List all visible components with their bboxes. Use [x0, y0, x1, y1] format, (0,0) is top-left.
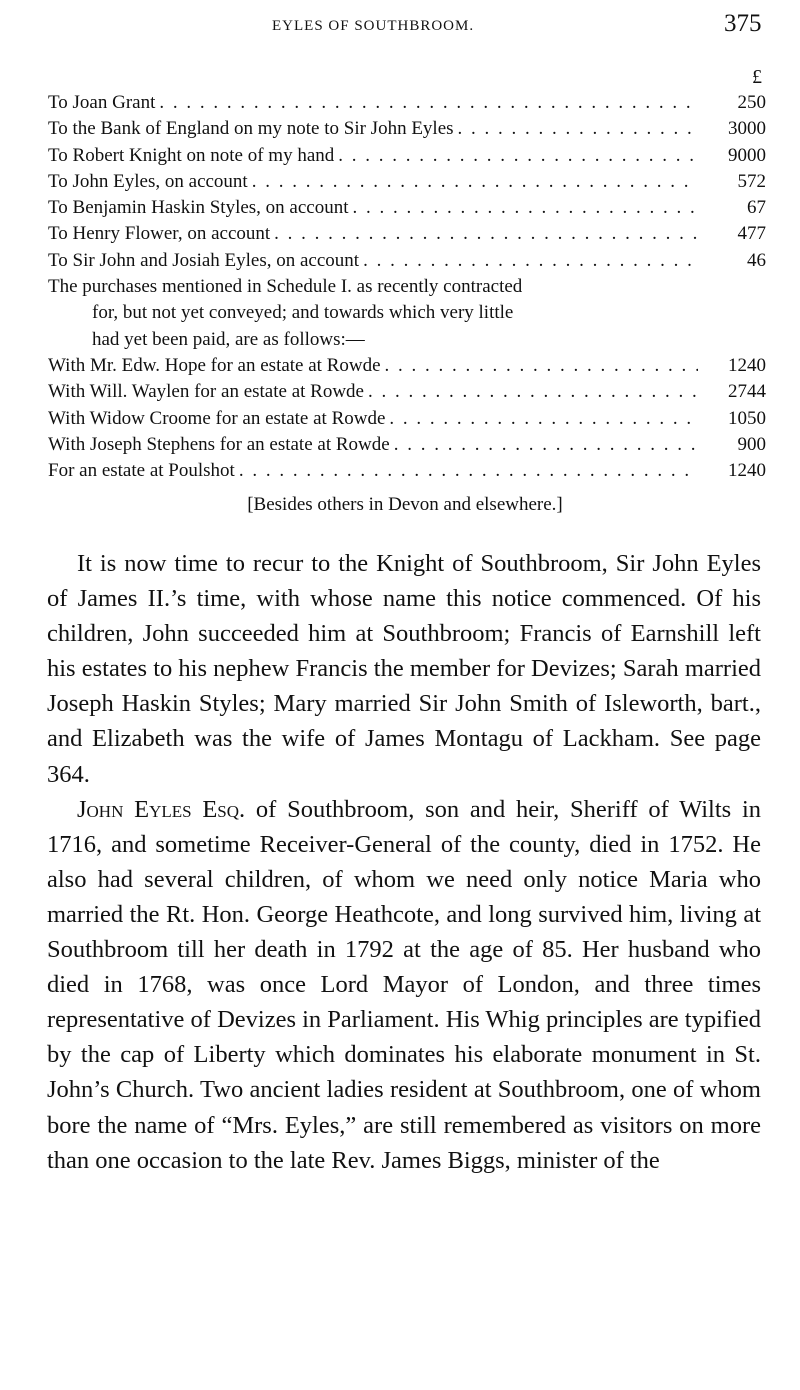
- purchases-intro-line: for, but not yet conveyed; and towards which very little: [92, 302, 514, 324]
- dot-leader: [239, 458, 698, 484]
- ledger-row: [48, 432, 766, 458]
- dot-leader: [338, 143, 698, 169]
- ledger-row-amount: 900: [737, 433, 766, 455]
- ledger-row-amount: 572: [737, 170, 766, 192]
- dot-leader: [394, 432, 698, 458]
- ledger-row-amount: 2744: [728, 381, 766, 403]
- ledger-row-description: To Benjamin Haskin Styles, on account: [48, 197, 349, 219]
- paragraph-text: of Southbroom, son and heir, Sheriff of Wilts in 1716, and sometime Receiver-General of the county, died in 1752. He also had several children, of whom we need only notice Maria who married the Rt. Hon. George Heathcote, and long survived him, living at Southbroom till her death in 1792 at the age of 85. Her husband who died in 1768, was once Lord Mayor of London, and three times representative of Devizes in Parliament. His Whig principles are typified by the cap of Liberty which dominates his elaborate monument in St. John’s Church. Two ancient ladies resident at Southbroom, one of whom bore the name of “Mrs. Eyles,” are still remembered as visitors on more than one occasion to the late Rev. James Biggs, minister of the: [47, 795, 761, 1174]
- ledger-row-amount: 1240: [728, 460, 766, 482]
- ledger-row: [48, 353, 766, 379]
- running-title: EYLES OF SOUTHBROOM.: [272, 18, 475, 34]
- body-text: [47, 546, 761, 1178]
- dot-leader: [252, 169, 698, 195]
- ledger-row-description: To Sir John and Josiah Eyles, on account: [48, 249, 360, 271]
- ledger-row: [48, 248, 766, 274]
- ledger-row-amount: 67: [747, 197, 766, 219]
- page-number: 375: [724, 10, 762, 37]
- ledger-row: [48, 221, 766, 247]
- page-header: [0, 10, 800, 40]
- paragraph: [47, 792, 761, 1178]
- dot-leader: [389, 406, 698, 432]
- debts-ledger: [48, 64, 766, 520]
- ledger-row-description: To Joan Grant: [48, 92, 156, 113]
- ledger-row: [48, 116, 766, 142]
- purchases-intro-line: The purchases mentioned in Schedule I. as recently contracted: [48, 276, 523, 298]
- besides-note: [Besides others in Devon and elsewhere.]: [247, 494, 563, 516]
- purchases-intro: [48, 274, 766, 353]
- dot-leader: [159, 90, 698, 116]
- ledger-row: [48, 458, 766, 484]
- ledger-row-description: To John Eyles, on account: [48, 170, 248, 192]
- ledger-row: [48, 143, 766, 169]
- ledger-row-amount: 9000: [728, 144, 766, 166]
- ledger-row-amount: 46: [747, 249, 766, 271]
- ledger-row-description: With Will. Waylen for an estate at Rowde: [48, 381, 364, 403]
- ledger-row-description: With Joseph Stephens for an estate at Rowde: [48, 433, 390, 455]
- dot-leader: [363, 248, 698, 274]
- ledger-row-amount: 1050: [728, 407, 766, 429]
- ledger-row-description: With Widow Croome for an estate at Rowde: [48, 407, 386, 429]
- dot-leader: [385, 353, 698, 379]
- ledger-row-amount: 3000: [728, 118, 766, 140]
- ledger-row-description: To the Bank of England on my note to Sir John Eyles: [48, 118, 454, 140]
- ledger-row-amount: 1240: [728, 354, 766, 376]
- ledger-row: [48, 406, 766, 432]
- dot-leader: [274, 221, 698, 247]
- ledger-row-description: For an estate at Poulshot: [48, 460, 235, 482]
- paragraph-lead: John Eyles Esq.: [77, 795, 246, 823]
- ledger-row: [48, 379, 766, 405]
- ledger-row-amount: 250: [737, 92, 766, 113]
- ledger-row-description: To Henry Flower, on account: [48, 223, 271, 245]
- dot-leader: [368, 379, 698, 405]
- ledger-row: [48, 90, 766, 116]
- dot-leader: [353, 195, 698, 221]
- ledger-row-description: With Mr. Edw. Hope for an estate at Rowde: [48, 354, 381, 376]
- ledger-row: [48, 169, 766, 195]
- paragraph: It is now time to recur to the Knight of Southbroom, Sir John Eyles of James II.’s time, with whose name this notice commenced. Of his children, John succeeded him at Southbroom; Francis of Earnshill left his estates to his nephew Francis the member for Devizes; Sarah married Joseph Haskin Styles; Mary married Sir John Smith of Isleworth, bart., and Elizabeth was the wife of James Montagu of Lackham. See page 364.: [47, 550, 761, 788]
- ledger-row-amount: 477: [737, 223, 766, 245]
- ledger-row-description: To Robert Knight on note of my hand: [48, 144, 335, 166]
- currency-symbol: £: [752, 66, 762, 88]
- purchases-intro-line: had yet been paid, are as follows:—: [92, 328, 365, 350]
- ledger-row: [48, 195, 766, 221]
- dot-leader: [458, 116, 698, 142]
